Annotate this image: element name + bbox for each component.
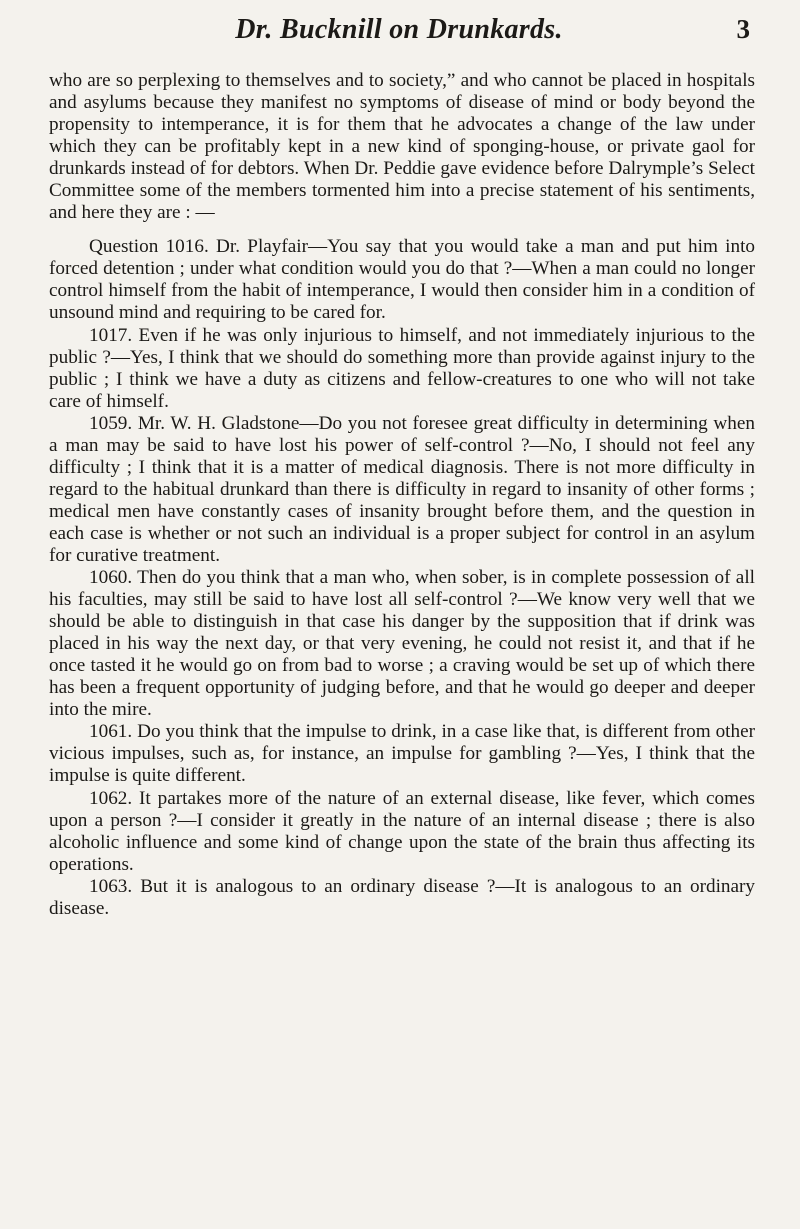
paragraph-question-1063: 1063. But it is analogous to an ordinary disease ?—It is analogous to an ordinary disease. [49,875,755,919]
running-title: Dr. Bucknill on Drunkards. [235,14,563,45]
paragraph-question-1059: 1059. Mr. W. H. Gladstone—Do you not foresee great difficulty in determining when a man may be said to have lost his power of self-control ?—No, I should not feel any difficulty ; I think that it is a matter of medical diagnosis. There is not more difficulty in regard to the habitual drunkard than there is difficulty in regard to insanity of other forms ; medical men have constantly cases of insanity brought before them, and the question in each case is whether or not such an individual is a proper subject for control in an asylum for curative treatment. [49,412,755,566]
body-text [49,70,755,920]
paragraph-question-1061: 1061. Do you think that the impulse to drink, in a case like that, is different from other vicious impulses, such as, for instance, an impulse for gambling ?—Yes, I think that the impulse is quite different. [49,721,755,787]
paragraph-question-1062: 1062. It partakes more of the nature of an external disease, like fever, which comes upon a person ?—I consider it greatly in the nature of an internal disease ; there is also alcoholic influence and some kind of change upon the state of the brain thus affecting its operations. [49,787,755,875]
paragraph-question-1060: 1060. Then do you think that a man who, when sober, is in complete possession of all his faculties, may still be said to have lost all self-control ?—We know very well that we should be able to distinguish in that case his danger by the supposition that if drink was placed in his way the next day, or that very evening, he could not resist it, and that if he once tasted it he would go on from bad to worse ; a craving would be set up of which there has been a frequent opportunity of judging before, and that he would go deeper and deeper into the mire. [49,567,755,721]
paragraph-intro: who are so perplexing to themselves and to society,” and who cannot be placed in hospitals and asylums because they manifest no symptoms of disease of mind or body beyond the propensity to intemperance, it is for them that he advocates a change of the law under which they can be profitably kept in a new kind of sponging-house, or private gaol for drunkards instead of for debtors. When Dr. Peddie gave evidence before Dalrymple’s Select Committee some of the members tormented him into a precise statement of his sentiments, and here they are : — [49,70,755,224]
paragraph-question-1017: 1017. Even if he was only injurious to himself, and not immediately injurious to the public ?—Yes, I think that we should do something more than provide against injury to the public ; I think we have a duty as citizens and fellow-creatures to one who will not take care of himself. [49,324,755,412]
paragraph-question-1016: Question 1016. Dr. Playfair—You say that you would take a man and put him into forced detention ; under what condition would you do that ?—When a man could no longer control himself from the habit of intemperance, I would then consider him in a condition of unsound mind and requiring to be cared for. [49,236,755,324]
page-number: 3 [736,14,750,44]
page-header [48,14,750,48]
